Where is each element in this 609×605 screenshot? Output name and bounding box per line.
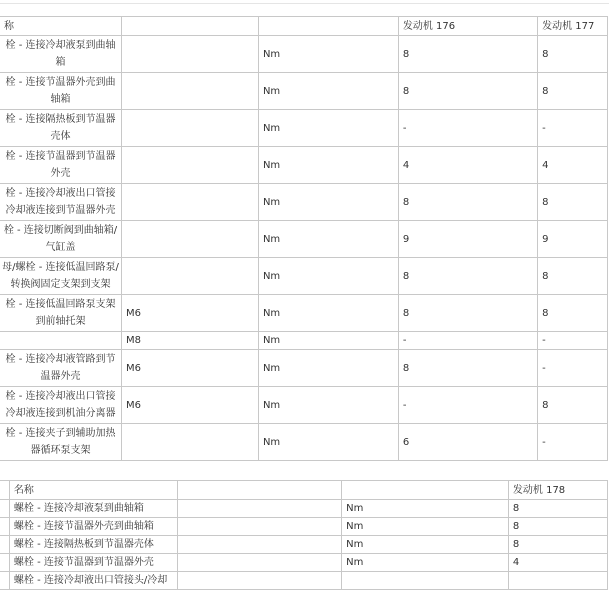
torque-item-name-line: 温器外壳 <box>40 371 81 382</box>
torque-item-name-line: 母/螺栓 - 连接低温回路泵/ <box>2 262 119 273</box>
torque-item-name <box>0 36 122 73</box>
row-marker <box>0 518 9 536</box>
torque-value-engine-178: 4 <box>508 554 607 572</box>
torque-value-engine-176: 8 <box>398 350 537 387</box>
torque-thread-size <box>122 258 259 295</box>
torque-thread-size <box>122 424 259 461</box>
header-name: 名称 <box>9 481 177 500</box>
torque-table-engine-178 <box>0 480 608 590</box>
torque-value-engine-176: 8 <box>398 73 537 110</box>
torque-value-engine-177: - <box>538 110 608 147</box>
torque-item-name: 螺栓 - 连接冷却液泵到曲轴箱 <box>9 500 177 518</box>
torque-unit: Nm <box>258 295 398 332</box>
row-marker <box>0 536 9 554</box>
torque-value-engine-176: 8 <box>398 184 537 221</box>
torque-thread-size: M6 <box>122 387 259 424</box>
torque-item-name <box>0 147 122 184</box>
torque-value-engine-178 <box>508 572 607 590</box>
torque-unit: Nm <box>258 332 398 350</box>
table-row <box>0 221 608 258</box>
header-name: 称 <box>0 17 122 36</box>
torque-thread-size <box>177 572 341 590</box>
torque-item-name-line: 栓 - 连接冷却液管路到节 <box>5 354 116 365</box>
table-header-row <box>0 481 608 500</box>
torque-item-name-line: 栓 - 连接节温器到节温器 <box>5 151 116 162</box>
torque-item-name-line: 栓 - 连接冷却液出口管接 <box>5 391 116 402</box>
torque-thread-size: M6 <box>122 295 259 332</box>
torque-value-engine-176: 4 <box>398 147 537 184</box>
torque-unit: Nm <box>258 258 398 295</box>
torque-thread-size <box>177 536 341 554</box>
torque-item-name-line: 壳体 <box>50 131 71 142</box>
torque-item-name-line: 到前轴托架 <box>35 316 86 327</box>
torque-value-engine-176: 9 <box>398 221 537 258</box>
table-row <box>0 350 608 387</box>
top-divider <box>0 0 609 4</box>
row-marker <box>0 554 9 572</box>
torque-item-name: 螺栓 - 连接隔热板到节温器壳体 <box>9 536 177 554</box>
torque-unit <box>342 572 509 590</box>
torque-value-engine-177: - <box>538 350 608 387</box>
torque-value-engine-177: 4 <box>538 147 608 184</box>
torque-item-name <box>0 73 122 110</box>
torque-item-name-line: 栓 - 连接冷却液泵到曲轴 <box>5 40 116 51</box>
torque-item-name-line: 气缸盖 <box>45 242 76 253</box>
table-row <box>0 110 608 147</box>
torque-value-engine-177: 8 <box>538 73 608 110</box>
torque-unit: Nm <box>258 36 398 73</box>
table-row <box>0 518 608 536</box>
torque-item-name-line: 外壳 <box>50 168 71 179</box>
torque-unit: Nm <box>342 536 509 554</box>
table-row <box>0 332 608 350</box>
torque-item-name <box>0 295 122 332</box>
torque-item-name: 螺栓 - 连接冷却液出口管接头/冷却 <box>9 572 177 590</box>
torque-unit: Nm <box>258 110 398 147</box>
torque-thread-size: M6 <box>122 350 259 387</box>
table-row <box>0 500 608 518</box>
torque-item-name-line: 栓 - 连接冷却液出口管接 <box>5 188 116 199</box>
torque-thread-size <box>122 73 259 110</box>
torque-value-engine-176: - <box>398 110 537 147</box>
torque-value-engine-176: - <box>398 332 537 350</box>
torque-thread-size: M8 <box>122 332 259 350</box>
torque-unit: Nm <box>258 350 398 387</box>
torque-thread-size <box>177 518 341 536</box>
torque-value-engine-177: 8 <box>538 295 608 332</box>
torque-thread-size <box>177 500 341 518</box>
torque-item-name-line: 轴箱 <box>50 94 71 105</box>
torque-item-name <box>0 184 122 221</box>
torque-thread-size <box>122 221 259 258</box>
torque-item-name <box>0 110 122 147</box>
table-header-row <box>0 17 608 36</box>
torque-value-engine-177: 9 <box>538 221 608 258</box>
row-marker <box>0 572 9 590</box>
row-marker <box>0 481 9 500</box>
table-row <box>0 184 608 221</box>
torque-item-name-line: 冷却液连接到节温器外壳 <box>5 205 116 216</box>
torque-unit: Nm <box>342 518 509 536</box>
torque-unit: Nm <box>258 73 398 110</box>
torque-unit: Nm <box>258 147 398 184</box>
header-engine-177: 发动机 177 <box>538 17 608 36</box>
header-size <box>177 481 341 500</box>
torque-thread-size <box>122 36 259 73</box>
torque-item-name <box>0 350 122 387</box>
header-engine-176: 发动机 176 <box>398 17 537 36</box>
header-unit <box>342 481 509 500</box>
torque-value-engine-177: 8 <box>538 184 608 221</box>
torque-unit: Nm <box>258 424 398 461</box>
torque-item-name: 螺栓 - 连接节温器外壳到曲轴箱 <box>9 518 177 536</box>
torque-value-engine-177: 8 <box>538 387 608 424</box>
torque-thread-size <box>177 554 341 572</box>
table-row <box>0 387 608 424</box>
torque-item-name: 螺栓 - 连接节温器到节温器外壳 <box>9 554 177 572</box>
torque-table-engines-176-177 <box>0 16 608 461</box>
torque-item-name-line: 栓 - 连接节温器外壳到曲 <box>5 77 116 88</box>
torque-unit: Nm <box>258 387 398 424</box>
torque-unit: Nm <box>258 221 398 258</box>
torque-value-engine-176: 8 <box>398 258 537 295</box>
torque-value-engine-177: - <box>538 424 608 461</box>
header-engine-178: 发动机 178 <box>508 481 607 500</box>
table-row <box>0 36 608 73</box>
table-row <box>0 295 608 332</box>
torque-item-name-line: 栓 - 连接隔热板到节温器 <box>5 114 116 125</box>
torque-item-name <box>0 332 122 350</box>
torque-thread-size <box>122 110 259 147</box>
torque-item-name-line: 器循环泵支架 <box>30 445 91 456</box>
torque-value-engine-178: 8 <box>508 518 607 536</box>
torque-value-engine-176: 6 <box>398 424 537 461</box>
torque-value-engine-178: 8 <box>508 500 607 518</box>
header-unit <box>258 17 398 36</box>
torque-unit: Nm <box>342 554 509 572</box>
table-row <box>0 424 608 461</box>
table-row <box>0 147 608 184</box>
torque-item-name <box>0 221 122 258</box>
table-row <box>0 554 608 572</box>
table-row <box>0 258 608 295</box>
torque-item-name-line: 冷却液连接到机油分离器 <box>5 408 116 419</box>
torque-item-name-line: 栓 - 连接切断阀到曲轴箱/ <box>3 225 118 236</box>
table-row <box>0 73 608 110</box>
torque-item-name <box>0 258 122 295</box>
torque-value-engine-176: 8 <box>398 36 537 73</box>
torque-value-engine-176: - <box>398 387 537 424</box>
torque-value-engine-177: - <box>538 332 608 350</box>
torque-item-name <box>0 387 122 424</box>
row-marker <box>0 500 9 518</box>
torque-item-name-line: 箱 <box>55 57 66 68</box>
torque-item-name <box>0 424 122 461</box>
torque-value-engine-177: 8 <box>538 36 608 73</box>
torque-unit: Nm <box>342 500 509 518</box>
table-row <box>0 572 608 590</box>
torque-value-engine-176: 8 <box>398 295 537 332</box>
torque-item-name-line: 转换阀固定支架到支架 <box>10 279 111 290</box>
torque-thread-size <box>122 184 259 221</box>
table-row <box>0 536 608 554</box>
torque-value-engine-177: 8 <box>538 258 608 295</box>
header-size <box>122 17 259 36</box>
torque-value-engine-178: 8 <box>508 536 607 554</box>
torque-unit: Nm <box>258 184 398 221</box>
torque-item-name-line: 栓 - 连接夹子到辅助加热 <box>5 428 116 439</box>
torque-item-name-line: 栓 - 连接低温回路泵支架 <box>5 299 116 310</box>
torque-thread-size <box>122 147 259 184</box>
